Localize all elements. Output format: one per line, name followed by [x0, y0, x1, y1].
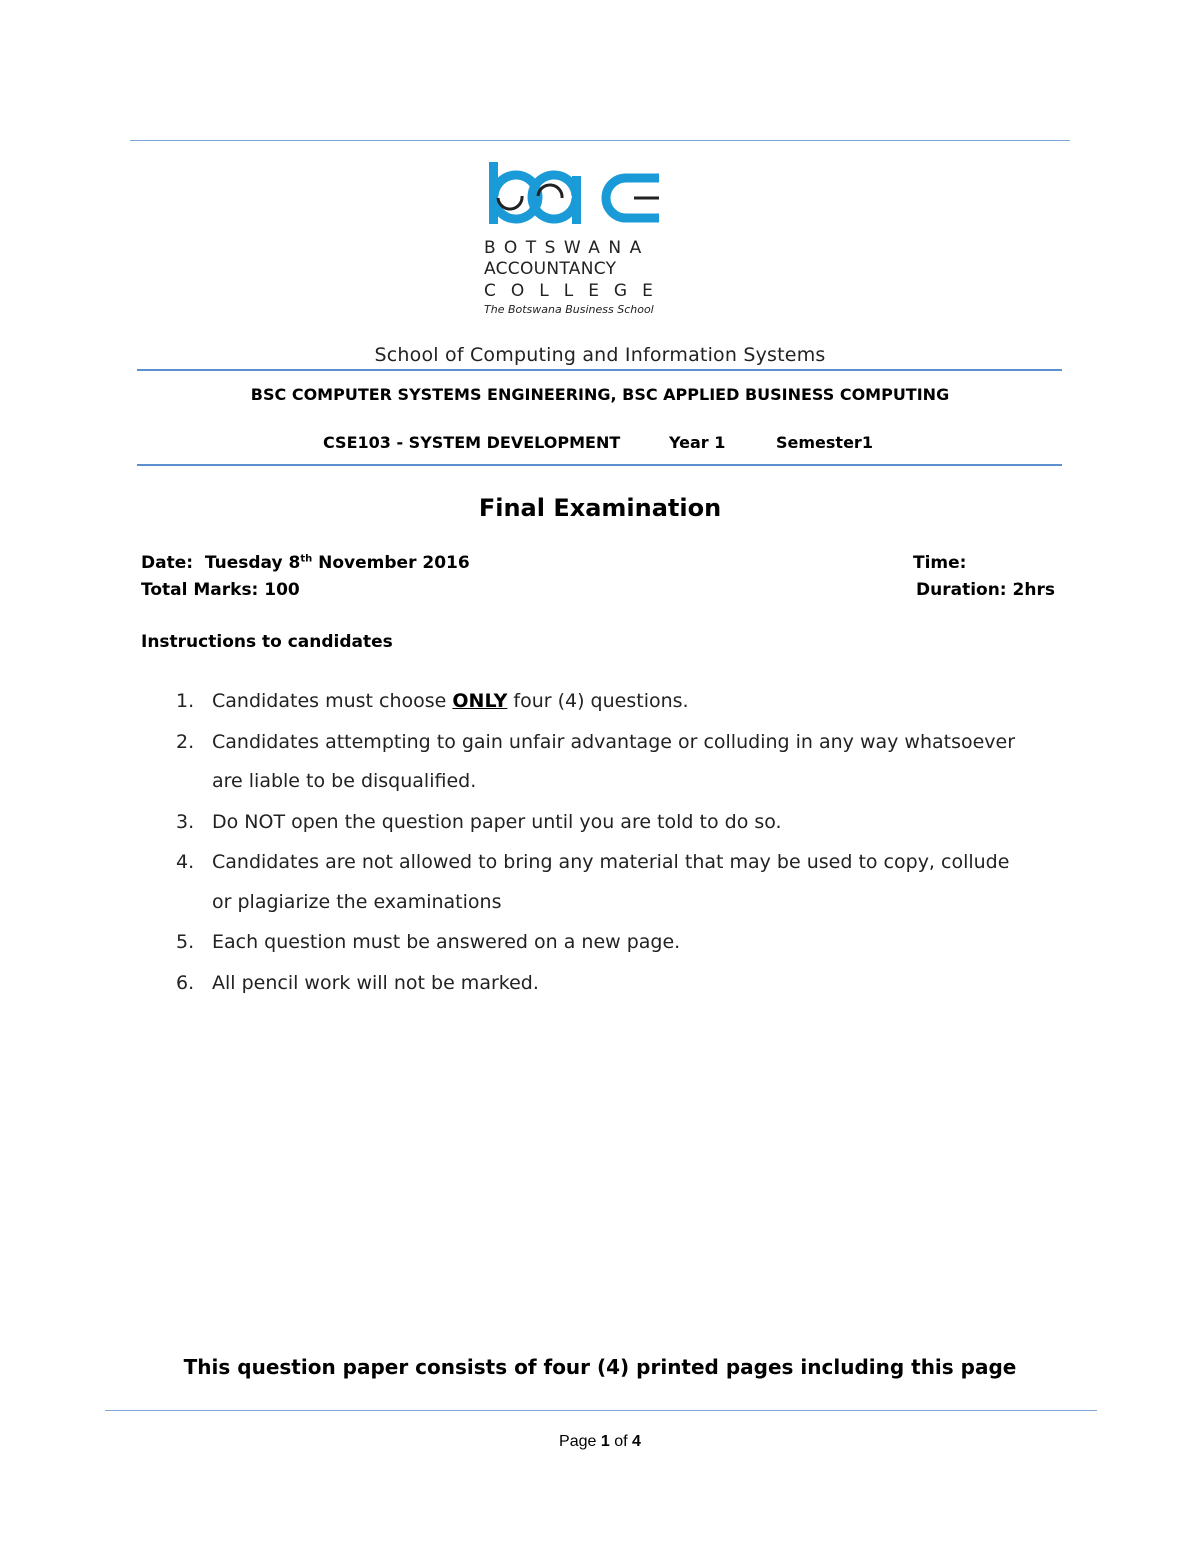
- item-number: 3.: [176, 810, 195, 833]
- item-text: Candidates are not allowed to bring any material that may be used to copy, collude or plagiarize the examinations: [212, 851, 1010, 913]
- top-rule: [130, 140, 1070, 141]
- list-item: [141, 923, 1021, 963]
- logo-line-botswana: BOTSWANA: [484, 238, 650, 258]
- school-name: School of Computing and Information Systems: [374, 344, 826, 366]
- list-item: [141, 964, 1021, 1004]
- exam-date: [141, 553, 470, 573]
- logo-tagline: The Botswana Business School: [484, 303, 654, 316]
- page-number: [0, 1433, 1200, 1451]
- item-text-before: Candidates must choose: [212, 690, 453, 712]
- course-year: Year 1: [669, 433, 726, 452]
- logo-line-college: COLLEGE: [484, 281, 668, 301]
- item-number: 2.: [176, 730, 195, 753]
- item-text: Do NOT open the question paper until you are told to do so.: [212, 810, 782, 833]
- logo-line-accountancy: ACCOUNTANCY: [484, 259, 617, 279]
- item-text: Each question must be answered on a new page.: [212, 931, 681, 953]
- bac-logo-icon: [484, 158, 666, 238]
- course-semester: Semester1: [776, 433, 873, 452]
- page-total: 4: [632, 1433, 641, 1450]
- list-item: [141, 803, 1021, 843]
- course-code-title: CSE103 - SYSTEM DEVELOPMENT: [323, 433, 621, 452]
- item-number: 1.: [176, 690, 195, 712]
- item-number: 5.: [176, 931, 195, 953]
- list-item: [141, 723, 1021, 802]
- header-rule-1: [137, 369, 1062, 371]
- exam-duration: Duration: 2hrs: [916, 580, 1055, 600]
- page-current: 1: [600, 1433, 610, 1450]
- page-of: of: [614, 1433, 628, 1450]
- item-text: All pencil work will not be marked.: [212, 971, 539, 994]
- total-marks: Total Marks: 100: [141, 580, 300, 600]
- header-rule-2: [137, 464, 1062, 466]
- programs-line: BSC COMPUTER SYSTEMS ENGINEERING, BSC APPLIED BUSINESS COMPUTING: [250, 385, 950, 404]
- date-label: Date:: [141, 553, 194, 573]
- item-emphasis: ONLY: [452, 690, 508, 712]
- list-item: [141, 682, 1021, 722]
- date-prefix: Tuesday 8: [204, 553, 301, 573]
- item-text-after: four (4) questions.: [507, 690, 689, 712]
- item-text: Candidates attempting to gain unfair advantage or colluding in any way whatsoever are liable to be disqualified.: [212, 730, 1016, 792]
- instructions-heading: Instructions to candidates: [141, 632, 393, 652]
- exam-time: Time:: [913, 553, 967, 573]
- pages-note: This question paper consists of four (4) printed pages including this page: [183, 1355, 1017, 1379]
- item-number: 4.: [176, 851, 195, 873]
- page-word: Page: [559, 1433, 597, 1450]
- item-number: 6.: [176, 971, 195, 994]
- list-item: [141, 843, 1021, 922]
- college-logo: [484, 158, 666, 320]
- date-suffix: November 2016: [312, 553, 470, 573]
- footer-rule: [105, 1410, 1097, 1411]
- exam-title: Final Examination: [478, 494, 722, 522]
- instructions-list: [141, 682, 1021, 1004]
- date-sup: th: [300, 553, 313, 565]
